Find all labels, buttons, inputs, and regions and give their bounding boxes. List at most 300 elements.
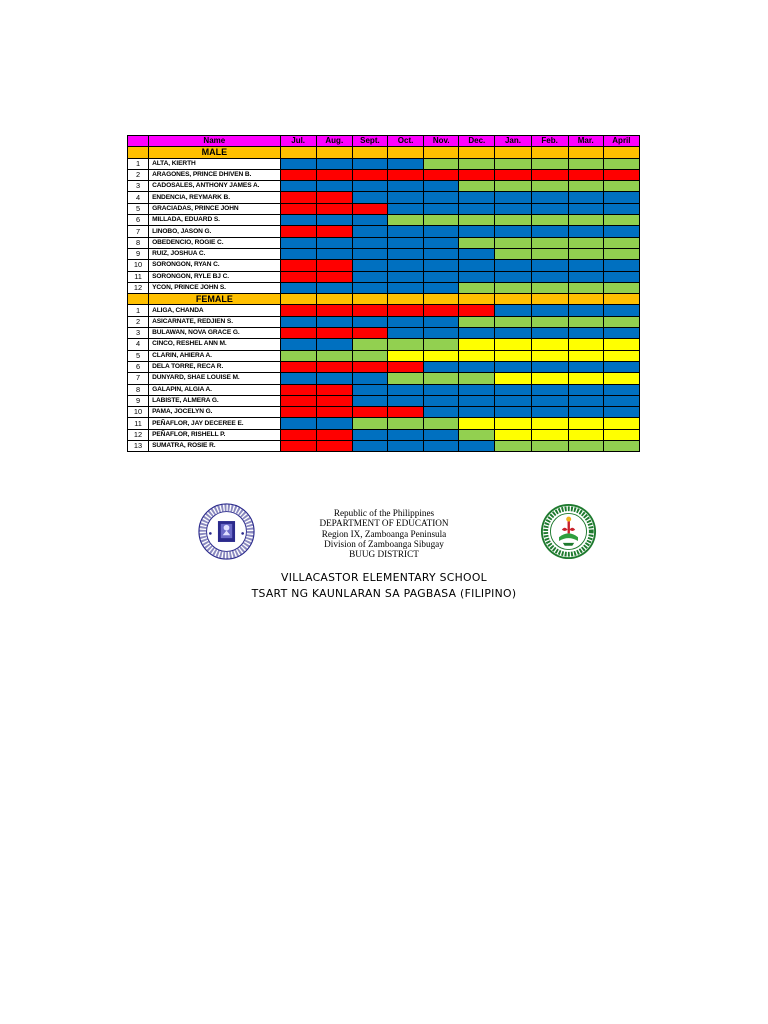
progress-cell <box>316 407 352 418</box>
progress-cell <box>352 237 387 248</box>
progress-cell <box>280 271 316 282</box>
progress-cell <box>568 181 603 192</box>
section-cell <box>352 147 387 158</box>
section-cell <box>424 147 459 158</box>
progress-cell <box>531 395 568 406</box>
progress-cell <box>531 429 568 440</box>
row-number: 8 <box>128 237 149 248</box>
progress-cell <box>352 395 387 406</box>
progress-cell <box>495 305 531 316</box>
progress-cell <box>352 271 387 282</box>
progress-cell <box>387 441 423 452</box>
progress-cell <box>316 248 352 259</box>
progress-cell <box>603 316 639 327</box>
section-cell <box>316 147 352 158</box>
progress-cell <box>280 181 316 192</box>
progress-cell <box>568 384 603 395</box>
table-row <box>128 169 640 180</box>
chart-title: TSART NG KAUNLARAN SA PAGBASA (FILIPINO) <box>251 587 517 600</box>
progress-cell <box>316 328 352 339</box>
progress-cell <box>424 192 459 203</box>
table-row <box>128 215 640 226</box>
progress-cell <box>568 418 603 429</box>
progress-cell <box>424 305 459 316</box>
progress-cell <box>387 181 423 192</box>
progress-cell <box>603 339 639 350</box>
progress-cell <box>280 373 316 384</box>
progress-cell <box>280 215 316 226</box>
progress-cell <box>387 226 423 237</box>
progress-cell <box>387 339 423 350</box>
progress-cell <box>495 407 531 418</box>
table-row <box>128 384 640 395</box>
progress-cell <box>352 203 387 214</box>
progress-cell <box>495 282 531 293</box>
progress-cell <box>280 226 316 237</box>
progress-cell <box>387 384 423 395</box>
progress-cell <box>531 373 568 384</box>
progress-cell <box>459 237 495 248</box>
progress-cell <box>424 237 459 248</box>
progress-cell <box>495 260 531 271</box>
row-number: 7 <box>128 373 149 384</box>
progress-cell <box>316 361 352 372</box>
row-number: 12 <box>128 429 149 440</box>
progress-cell <box>280 305 316 316</box>
progress-cell <box>603 429 639 440</box>
progress-cell <box>603 181 639 192</box>
section-cell <box>568 147 603 158</box>
header-month: Jan. <box>495 136 531 147</box>
section-cell <box>352 294 387 305</box>
row-number: 3 <box>128 181 149 192</box>
progress-cell <box>424 271 459 282</box>
header-line: Division of Zamboanga Sibugay <box>324 538 444 549</box>
progress-cell <box>280 350 316 361</box>
student-name: ALIGA, CHANDA <box>149 305 281 316</box>
progress-cell <box>352 350 387 361</box>
progress-cell <box>459 260 495 271</box>
section-cell <box>531 147 568 158</box>
progress-cell <box>495 203 531 214</box>
progress-cell <box>531 248 568 259</box>
progress-cell <box>531 237 568 248</box>
table-row <box>128 407 640 418</box>
student-name: OBEDENCIO, ROGIE C. <box>149 237 281 248</box>
agency-header <box>0 508 768 559</box>
progress-cell <box>459 328 495 339</box>
progress-cell <box>424 429 459 440</box>
progress-cell <box>280 407 316 418</box>
progress-cell <box>424 441 459 452</box>
progress-cell <box>316 192 352 203</box>
progress-cell <box>352 192 387 203</box>
progress-cell <box>280 192 316 203</box>
progress-cell <box>459 158 495 169</box>
progress-cell <box>387 271 423 282</box>
progress-cell <box>316 429 352 440</box>
header-line: Republic of the Philippines <box>333 508 435 518</box>
progress-cell <box>603 237 639 248</box>
table-row <box>128 316 640 327</box>
progress-cell <box>387 328 423 339</box>
progress-cell <box>352 248 387 259</box>
progress-cell <box>495 418 531 429</box>
progress-cell <box>603 271 639 282</box>
section-cell <box>603 294 639 305</box>
progress-cell <box>459 203 495 214</box>
progress-cell <box>387 248 423 259</box>
progress-cell <box>424 373 459 384</box>
progress-cell <box>387 260 423 271</box>
progress-cell <box>387 407 423 418</box>
progress-cell <box>352 361 387 372</box>
header-month: Jul. <box>280 136 316 147</box>
progress-cell <box>531 226 568 237</box>
section-cell <box>280 147 316 158</box>
progress-cell <box>495 395 531 406</box>
row-number: 2 <box>128 316 149 327</box>
row-number: 11 <box>128 418 149 429</box>
header-line: BUUG DISTRICT <box>349 549 419 560</box>
progress-cell <box>459 361 495 372</box>
progress-cell <box>459 339 495 350</box>
progress-cell <box>603 305 639 316</box>
progress-cell <box>531 384 568 395</box>
progress-cell <box>495 237 531 248</box>
row-number: 7 <box>128 226 149 237</box>
progress-cell <box>568 407 603 418</box>
row-number: 6 <box>128 215 149 226</box>
progress-cell <box>352 260 387 271</box>
progress-cell <box>316 282 352 293</box>
section-row <box>128 147 640 158</box>
progress-cell <box>316 418 352 429</box>
progress-cell <box>424 226 459 237</box>
table-row <box>128 361 640 372</box>
progress-cell <box>495 328 531 339</box>
table-row <box>128 181 640 192</box>
progress-cell <box>459 350 495 361</box>
progress-cell <box>568 328 603 339</box>
progress-cell <box>531 158 568 169</box>
progress-cell <box>387 158 423 169</box>
header-month: Oct. <box>387 136 423 147</box>
progress-cell <box>424 328 459 339</box>
progress-cell <box>603 328 639 339</box>
progress-cell <box>280 339 316 350</box>
progress-cell <box>495 361 531 372</box>
progress-cell <box>531 192 568 203</box>
student-name: PEÑAFLOR, RISHELL P. <box>149 429 281 440</box>
progress-cell <box>352 339 387 350</box>
progress-cell <box>568 237 603 248</box>
row-number: 3 <box>128 328 149 339</box>
progress-cell <box>280 260 316 271</box>
progress-cell <box>603 203 639 214</box>
progress-cell <box>531 260 568 271</box>
progress-cell <box>316 305 352 316</box>
progress-cell <box>316 316 352 327</box>
progress-cell <box>495 384 531 395</box>
progress-cell <box>568 271 603 282</box>
progress-cell <box>280 441 316 452</box>
progress-cell <box>459 316 495 327</box>
student-name: LINOBO, JASON G. <box>149 226 281 237</box>
table-header-row <box>128 136 640 147</box>
header-month: Dec. <box>459 136 495 147</box>
progress-cell <box>316 203 352 214</box>
progress-cell <box>316 215 352 226</box>
progress-cell <box>280 328 316 339</box>
progress-cell <box>603 248 639 259</box>
progress-cell <box>568 305 603 316</box>
row-number: 10 <box>128 407 149 418</box>
section-cell <box>387 294 423 305</box>
progress-cell <box>568 226 603 237</box>
progress-cell <box>531 418 568 429</box>
school-name: VILLACASTOR ELEMENTARY SCHOOL <box>281 571 487 584</box>
progress-cell <box>316 339 352 350</box>
progress-cell <box>280 418 316 429</box>
section-label: FEMALE <box>149 294 281 305</box>
progress-cell <box>459 429 495 440</box>
row-number: 5 <box>128 350 149 361</box>
progress-cell <box>280 395 316 406</box>
progress-cell <box>424 158 459 169</box>
student-name: MILLADA, EDUARD S. <box>149 215 281 226</box>
progress-cell <box>387 429 423 440</box>
progress-cell <box>495 441 531 452</box>
progress-cell <box>531 271 568 282</box>
progress-cell <box>568 350 603 361</box>
progress-cell <box>424 181 459 192</box>
table-row <box>128 282 640 293</box>
progress-cell <box>568 215 603 226</box>
header-month: Aug. <box>316 136 352 147</box>
progress-cell <box>387 282 423 293</box>
row-number: 13 <box>128 441 149 452</box>
progress-cell <box>459 384 495 395</box>
progress-cell <box>280 361 316 372</box>
progress-cell <box>495 192 531 203</box>
reading-progress-table <box>127 135 640 452</box>
progress-cell <box>531 328 568 339</box>
student-name: ENDENCIA, REYMARK B. <box>149 192 281 203</box>
progress-cell <box>280 282 316 293</box>
progress-cell <box>424 384 459 395</box>
row-number: 6 <box>128 361 149 372</box>
student-name: GALAPIN, ALGIA A. <box>149 384 281 395</box>
section-cell <box>459 294 495 305</box>
table-row <box>128 260 640 271</box>
progress-cell <box>603 373 639 384</box>
progress-cell <box>603 169 639 180</box>
progress-cell <box>424 407 459 418</box>
progress-cell <box>603 350 639 361</box>
progress-cell <box>495 271 531 282</box>
progress-cell <box>280 203 316 214</box>
progress-cell <box>387 203 423 214</box>
progress-cell <box>568 316 603 327</box>
progress-cell <box>495 169 531 180</box>
progress-cell <box>316 260 352 271</box>
progress-cell <box>352 418 387 429</box>
progress-cell <box>316 226 352 237</box>
progress-cell <box>352 305 387 316</box>
progress-cell <box>316 373 352 384</box>
progress-cell <box>352 282 387 293</box>
progress-cell <box>459 248 495 259</box>
progress-cell <box>424 350 459 361</box>
progress-cell <box>568 339 603 350</box>
row-number: 9 <box>128 248 149 259</box>
progress-cell <box>568 248 603 259</box>
progress-cell <box>424 282 459 293</box>
progress-cell <box>603 215 639 226</box>
progress-cell <box>352 429 387 440</box>
row-number: 4 <box>128 339 149 350</box>
progress-cell <box>387 215 423 226</box>
progress-cell <box>387 192 423 203</box>
student-name: CINCO, RESHEL ANN M. <box>149 339 281 350</box>
progress-cell <box>495 226 531 237</box>
table-row <box>128 418 640 429</box>
progress-cell <box>495 373 531 384</box>
row-number: 4 <box>128 192 149 203</box>
progress-cell <box>387 373 423 384</box>
progress-cell <box>495 181 531 192</box>
progress-cell <box>316 271 352 282</box>
progress-cell <box>352 373 387 384</box>
progress-cell <box>603 361 639 372</box>
progress-cell <box>352 328 387 339</box>
progress-cell <box>316 441 352 452</box>
progress-cell <box>603 260 639 271</box>
row-number: 12 <box>128 282 149 293</box>
progress-cell <box>603 226 639 237</box>
progress-cell <box>495 316 531 327</box>
progress-cell <box>387 305 423 316</box>
progress-cell <box>568 373 603 384</box>
progress-cell <box>459 169 495 180</box>
row-number: 5 <box>128 203 149 214</box>
progress-cell <box>495 429 531 440</box>
progress-cell <box>280 384 316 395</box>
progress-cell <box>352 215 387 226</box>
progress-cell <box>531 169 568 180</box>
progress-cell <box>387 169 423 180</box>
table-row <box>128 237 640 248</box>
table-row <box>128 203 640 214</box>
progress-cell <box>316 181 352 192</box>
progress-cell <box>603 282 639 293</box>
progress-cell <box>531 441 568 452</box>
row-number: 1 <box>128 158 149 169</box>
table-row <box>128 226 640 237</box>
table-row <box>128 328 640 339</box>
progress-cell <box>459 215 495 226</box>
section-cell <box>603 147 639 158</box>
header-month: Feb. <box>531 136 568 147</box>
student-name: GRACIADAS, PRINCE JOHN <box>149 203 281 214</box>
row-number: 1 <box>128 305 149 316</box>
student-name: YCON, PRINCE JOHN S. <box>149 282 281 293</box>
row-number: 8 <box>128 384 149 395</box>
progress-cell <box>495 248 531 259</box>
progress-cell <box>352 226 387 237</box>
progress-cell <box>352 169 387 180</box>
progress-cell <box>568 282 603 293</box>
progress-cell <box>459 305 495 316</box>
progress-cell <box>280 237 316 248</box>
student-name: DELA TORRE, RECA R. <box>149 361 281 372</box>
progress-cell <box>495 339 531 350</box>
progress-cell <box>459 271 495 282</box>
header-name: Name <box>149 136 281 147</box>
student-name: CADOSALES, ANTHONY JAMES A. <box>149 181 281 192</box>
progress-cell <box>531 350 568 361</box>
section-label: MALE <box>149 147 281 158</box>
progress-cell <box>424 215 459 226</box>
progress-cell <box>568 203 603 214</box>
progress-cell <box>568 395 603 406</box>
section-cell <box>387 147 423 158</box>
student-name: ARAGONES, PRINCE DHIVEN B. <box>149 169 281 180</box>
header-line: Region IX, Zamboanga Peninsula <box>321 528 447 539</box>
header-month: Mar. <box>568 136 603 147</box>
progress-cell <box>424 316 459 327</box>
progress-cell <box>459 373 495 384</box>
progress-cell <box>424 339 459 350</box>
student-name: ASICARNATE, REDJIEN S. <box>149 316 281 327</box>
progress-cell <box>459 226 495 237</box>
progress-cell <box>316 169 352 180</box>
progress-cell <box>424 248 459 259</box>
progress-cell <box>316 237 352 248</box>
progress-cell <box>387 395 423 406</box>
progress-cell <box>352 316 387 327</box>
section-cell <box>424 294 459 305</box>
student-name: DUNYARD, SHAE LOUISE M. <box>149 373 281 384</box>
table-row <box>128 441 640 452</box>
table-row <box>128 248 640 259</box>
progress-cell <box>495 350 531 361</box>
progress-cell <box>568 169 603 180</box>
progress-cell <box>316 384 352 395</box>
progress-cell <box>424 418 459 429</box>
section-cell <box>495 147 531 158</box>
progress-cell <box>603 192 639 203</box>
progress-cell <box>352 384 387 395</box>
progress-cell <box>459 395 495 406</box>
progress-cell <box>316 158 352 169</box>
student-name: RUIZ, JOSHUA C. <box>149 248 281 259</box>
student-name: SORONGON, RYAN C. <box>149 260 281 271</box>
progress-cell <box>603 441 639 452</box>
progress-cell <box>531 203 568 214</box>
student-name: BULAWAN, NOVA GRACE G. <box>149 328 281 339</box>
progress-cell <box>352 441 387 452</box>
progress-cell <box>352 181 387 192</box>
student-name: ALTA, KIERTH <box>149 158 281 169</box>
progress-cell <box>568 441 603 452</box>
section-num-cell <box>128 294 149 305</box>
progress-cell <box>568 361 603 372</box>
progress-cell <box>531 361 568 372</box>
section-cell <box>459 147 495 158</box>
section-cell <box>495 294 531 305</box>
